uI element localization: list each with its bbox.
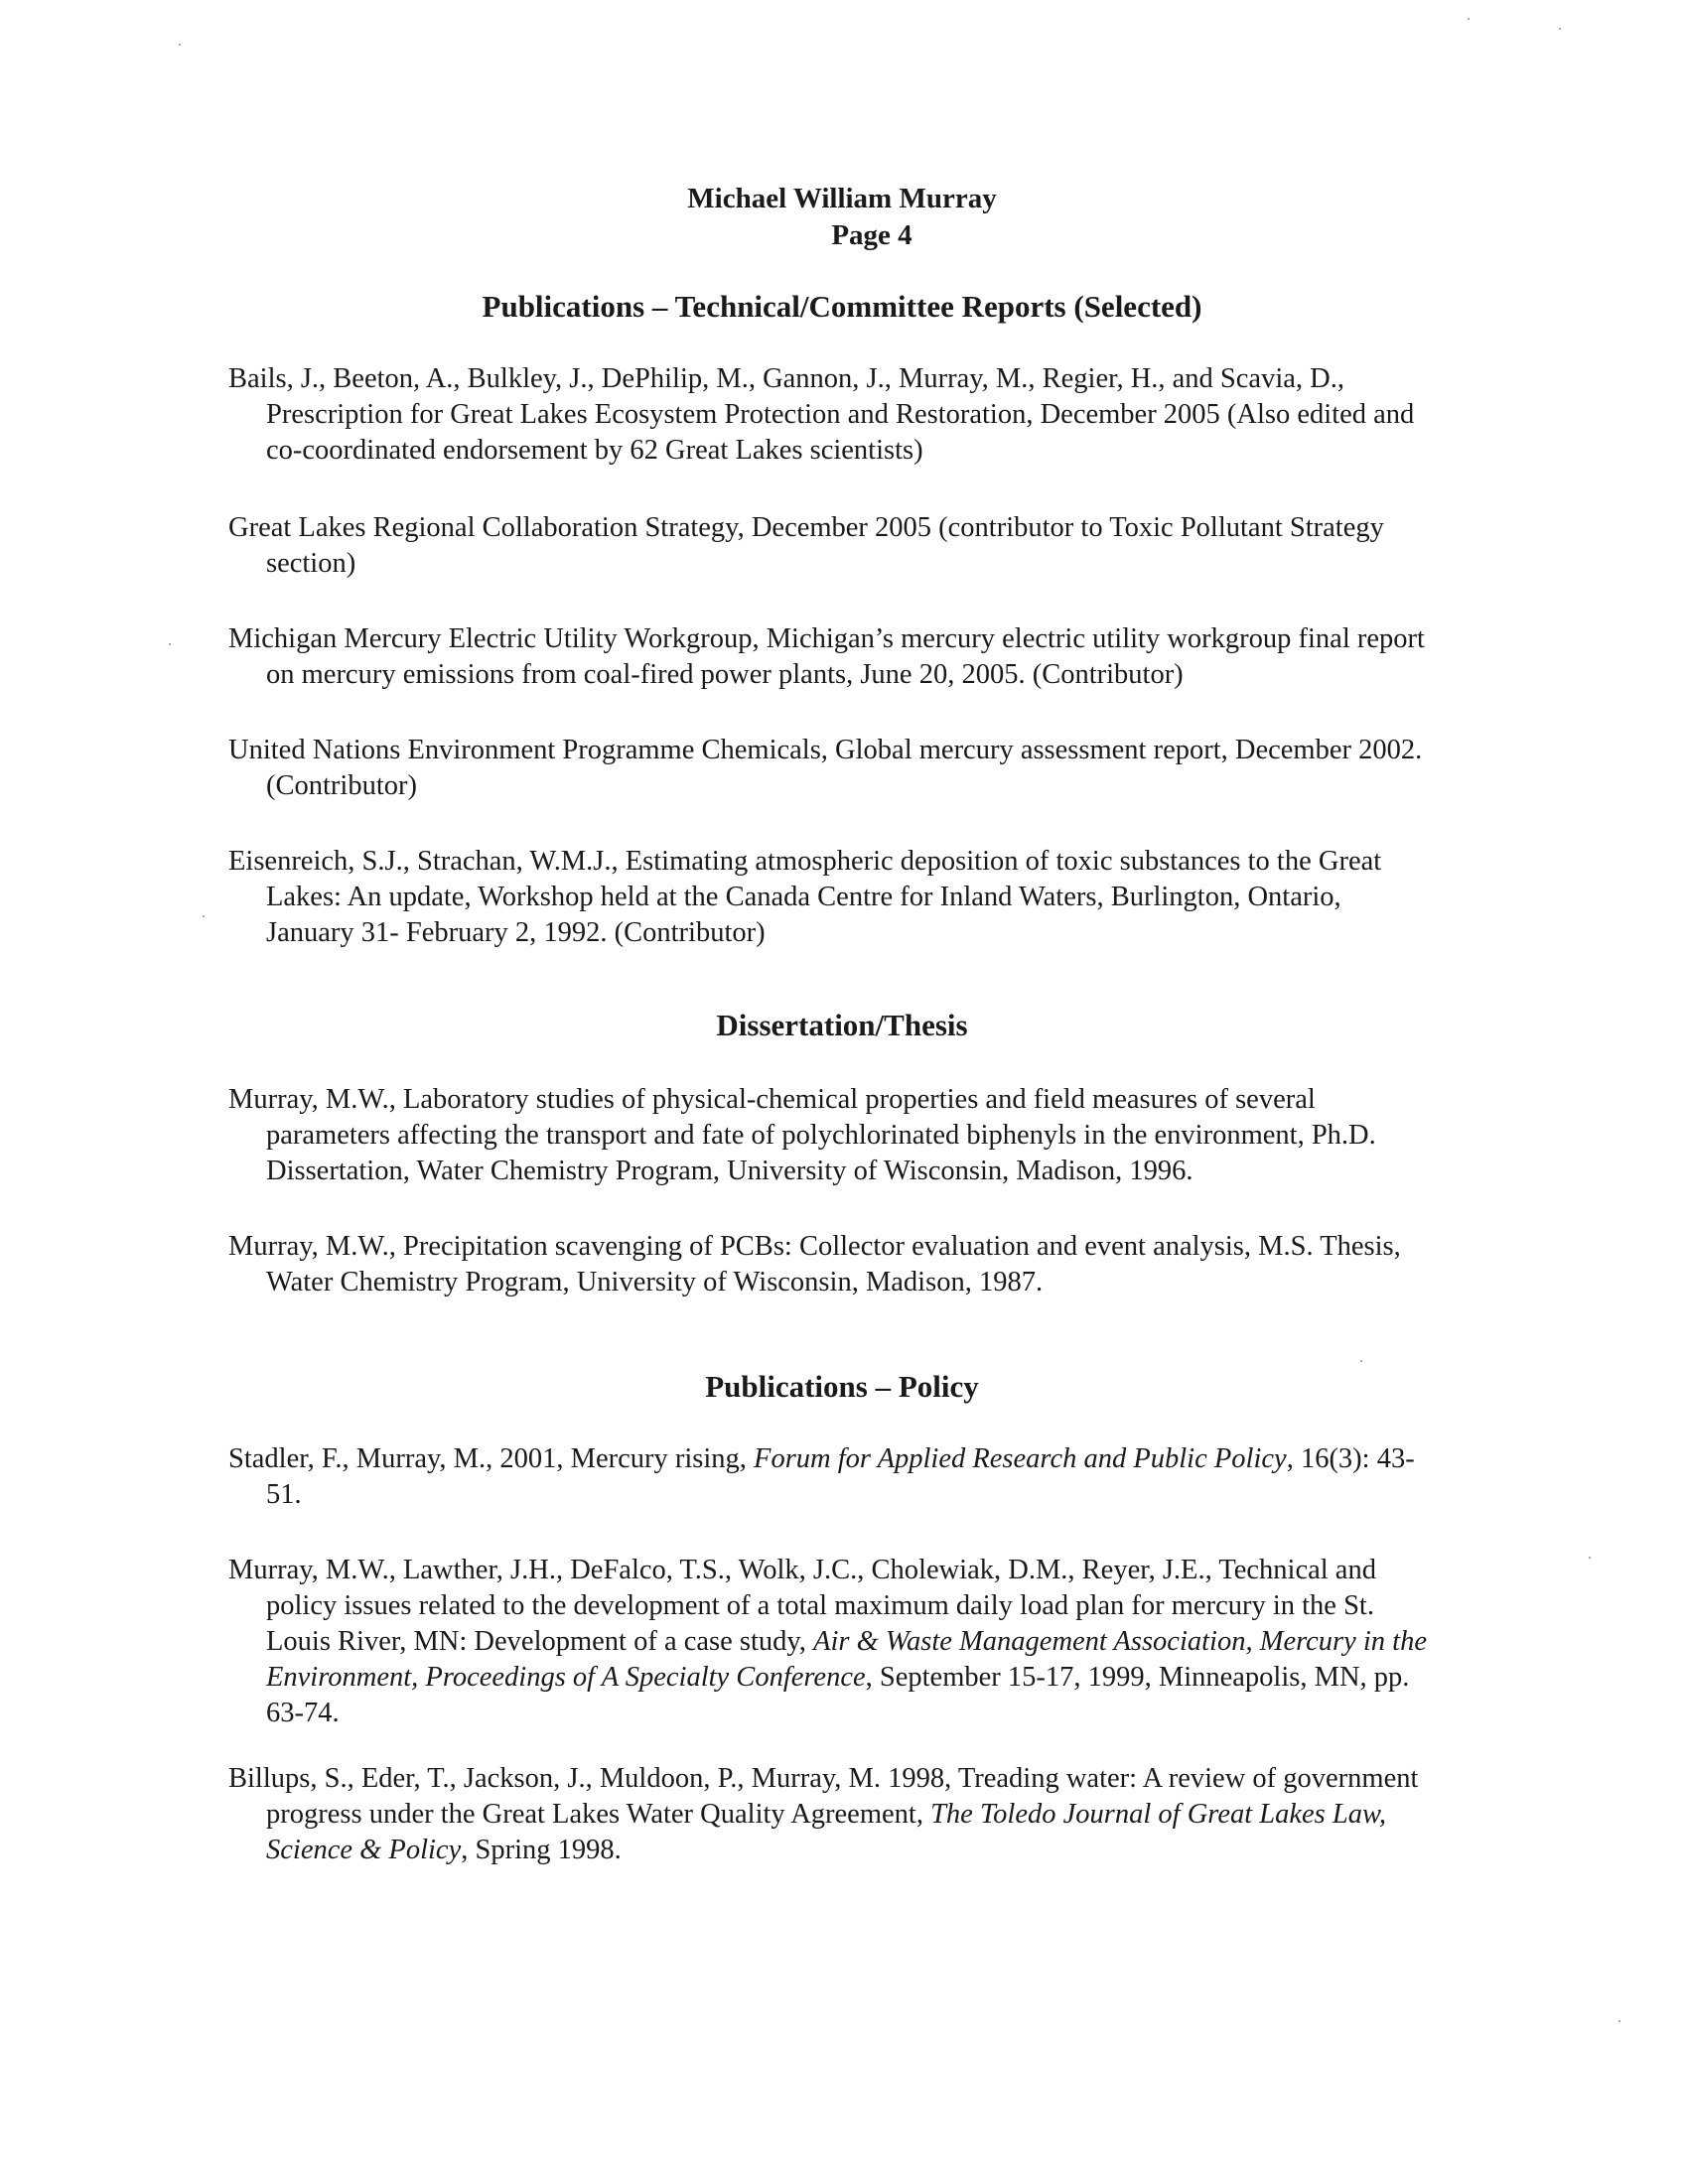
section-title-dissertation: Dissertation/Thesis — [716, 1008, 968, 1042]
citation-text: Murray, M.W., Lawther, J.H., DeFalco, T.S., Wolk, J.C., Cholewiak, D.M., Reyer, J.E., Technical and policy issues related to the development of a total maximum daily load plan for mercury in the St. Louis River, MN: Development of a case study, — [228, 1555, 1376, 1657]
publication-entry: United Nations Environment Programme Chemicals, Global mercury assessment report, December 2002. (Contributor) — [228, 735, 1423, 801]
citation-text: Billups, S., Eder, T., Jackson, J., Muldoon, P., Murray, M. 1998, Treading water: A review of government progress under the Great Lakes Water Quality Agreement, — [228, 1763, 1419, 1830]
publication-entry: Bails, J., Beeton, A., Bulkley, J., DePhilip, M., Gannon, J., Murray, M., Regier, H., and Scavia, D., Prescription for Great Lakes Ecosystem Protection and Restoration, December 2005 (Also edited and co-coordinated endorsement by 62 Great Lakes scientists) — [228, 363, 1415, 466]
page-number: Page 4 — [831, 219, 912, 251]
page-header — [0, 181, 1684, 254]
publication-entry: Michigan Mercury Electric Utility Workgroup, Michigan’s mercury electric utility workgroup final report on mercury emissions from coal-fired power plants, June 20, 2005. (Contributor) — [228, 623, 1425, 690]
citation-text: , 16(3): 43-51. — [266, 1443, 1415, 1510]
author-name: Michael William Murray — [687, 183, 997, 214]
citation-text: Stadler, F., Murray, M., 2001, Mercury rising, — [228, 1443, 755, 1474]
citation-text: , September 15-17, 1999, Minneapolis, MN, pp. 63-74. — [266, 1662, 1410, 1728]
publication-entry: Murray, M.W., Precipitation scavenging of PCBs: Collector evaluation and event analysis, M.S. Thesis, Water Chemistry Program, University of Wisconsin, Madison, 1987. — [228, 1231, 1401, 1297]
publication-entry — [228, 1553, 1435, 1731]
scan-speck — [169, 643, 171, 645]
journal-title: Air & Waste Management Association, Mercury in the Environment, Proceedings of A Specialty Conference — [266, 1626, 1428, 1693]
scan-speck — [203, 915, 205, 917]
scan-speck — [179, 44, 181, 46]
section-title-technical-reports: Publications – Technical/Committee Reports (Selected) — [482, 289, 1202, 324]
journal-title: The Toledo Journal of Great Lakes Law, Science & Policy — [266, 1799, 1387, 1865]
journal-title: Forum for Applied Research and Public Policy — [754, 1443, 1287, 1474]
scan-speck — [1618, 2020, 1620, 2022]
publication-entry: Murray, M.W., Laboratory studies of physical-chemical properties and field measures of several parameters affecting the transport and fate of polychlorinated biphenyls in the environment, Ph.D. Dissertation, Water Chemistry Program, University of Wisconsin, Madison, 1996. — [228, 1084, 1376, 1186]
scan-speck — [1468, 18, 1470, 20]
publication-entry: Eisenreich, S.J., Strachan, W.M.J., Estimating atmospheric deposition of toxic substances to the Great Lakes: An update, Workshop held at the Canada Centre for Inland Waters, Burlington, Ontario, January 31- February 2, 1992. (Contributor) — [228, 846, 1382, 948]
publication-entry — [228, 1761, 1435, 1868]
scan-speck — [1360, 1360, 1362, 1362]
publication-entry — [228, 1441, 1435, 1513]
section-title-policy: Publications – Policy — [705, 1369, 979, 1404]
scan-speck — [1589, 1557, 1591, 1559]
citation-text: , Spring 1998. — [461, 1835, 622, 1865]
publication-entry: Great Lakes Regional Collaboration Strategy, December 2005 (contributor to Toxic Pollutant Strategy section) — [228, 512, 1384, 579]
scan-speck — [1559, 28, 1561, 30]
